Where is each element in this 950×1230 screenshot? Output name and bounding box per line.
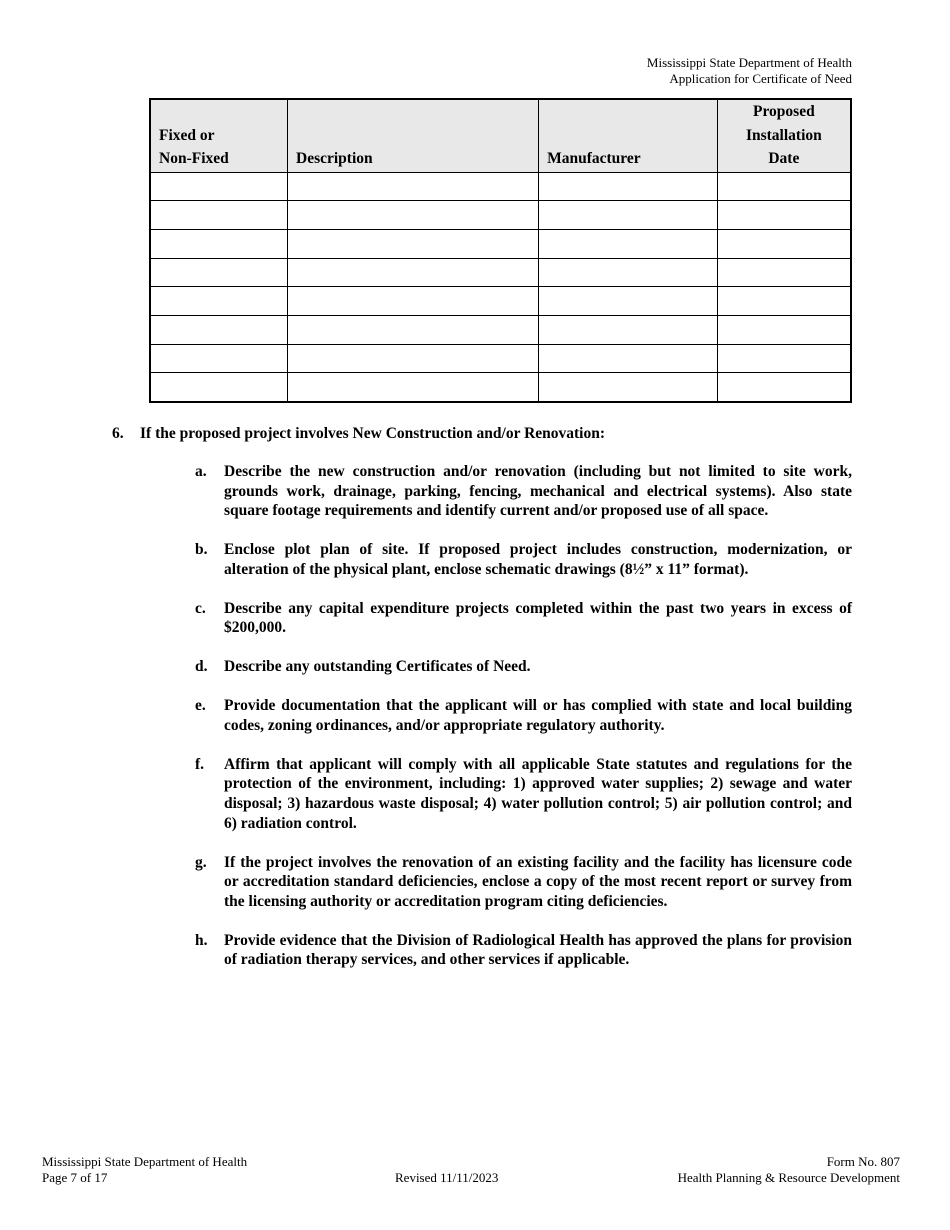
form-number: Form No. 807 — [826, 1154, 900, 1169]
item-text: Provide evidence that the Division of Radiological Health has approved the plans for provision of radiation therapy services, and other services if applicable. — [224, 931, 852, 969]
description-cell[interactable] — [288, 229, 539, 258]
table-row — [150, 201, 851, 230]
manufacturer-cell[interactable] — [539, 258, 718, 287]
item-letter: e. — [195, 697, 206, 715]
footer-right — [678, 1154, 900, 1186]
installation-date-cell[interactable] — [717, 172, 851, 201]
page-header — [647, 55, 852, 87]
installation-date-cell[interactable] — [717, 287, 851, 316]
equipment-table — [149, 98, 852, 403]
column-header-description: Description — [288, 99, 539, 172]
footer-left — [42, 1154, 247, 1186]
table-row — [150, 373, 851, 402]
manufacturer-cell[interactable] — [539, 315, 718, 344]
item-letter: a. — [195, 463, 207, 480]
item-letter: g. — [195, 853, 207, 871]
footer-division: Health Planning & Resource Development — [677, 1170, 900, 1185]
fixed-cell[interactable] — [150, 373, 288, 402]
description-cell[interactable] — [288, 315, 539, 344]
manufacturer-cell[interactable] — [539, 201, 718, 230]
item-letter: f. — [195, 755, 205, 773]
list-item — [195, 462, 852, 521]
section-6-items — [195, 462, 852, 989]
manufacturer-cell[interactable] — [539, 172, 718, 201]
list-item — [195, 755, 852, 833]
manufacturer-cell[interactable] — [539, 344, 718, 373]
installation-date-cell[interactable] — [717, 373, 851, 402]
item-text: If the project involves the renovation of an existing facility and the facility has licensure code or accreditation standard deficiencies, enclose a copy of the most recent report or survey from the licensing authority or accreditation program citing deficiencies. — [224, 853, 852, 910]
list-item — [195, 599, 852, 638]
description-cell[interactable] — [288, 344, 539, 373]
fixed-cell[interactable] — [150, 315, 288, 344]
header-agency: Mississippi State Department of Health — [646, 55, 852, 70]
column-header-installation-date: Proposed Installation Date — [717, 99, 851, 172]
table-row — [150, 315, 851, 344]
section-6-heading — [112, 424, 605, 443]
table-row — [150, 344, 851, 373]
fixed-cell[interactable] — [150, 172, 288, 201]
page-number: Page 7 of 17 — [42, 1170, 108, 1185]
footer-agency: Mississippi State Department of Health — [42, 1154, 248, 1169]
description-cell[interactable] — [288, 373, 539, 402]
item-text: Describe any outstanding Certificates of Need. — [224, 658, 531, 676]
section-number: 6. — [112, 425, 124, 442]
item-letter: b. — [195, 541, 208, 559]
fixed-cell[interactable] — [150, 287, 288, 316]
installation-date-cell[interactable] — [717, 344, 851, 373]
description-cell[interactable] — [288, 287, 539, 316]
installation-date-cell[interactable] — [717, 258, 851, 287]
table-body — [150, 172, 851, 402]
fixed-cell[interactable] — [150, 344, 288, 373]
column-header-fixed: Fixed or Non-Fixed — [150, 99, 288, 172]
description-cell[interactable] — [288, 258, 539, 287]
list-item — [195, 853, 852, 912]
fixed-cell[interactable] — [150, 258, 288, 287]
installation-date-cell[interactable] — [717, 201, 851, 230]
list-item — [195, 931, 852, 970]
item-letter: h. — [195, 931, 208, 949]
table-row — [150, 258, 851, 287]
item-text: Describe the new construction and/or renovation (including but not limited to site work, grounds work, drainage, parking, fencing, mechanical and electrical systems). Also state square footage requirements and identify current and/or proposed use of all space. — [224, 463, 852, 520]
item-text: Affirm that applicant will comply with all applicable State statutes and regulations for the protection of the environment, including: 1) approved water supplies; 2) sewage and water disposal; 3) hazardous waste disposal; 4) water pollution control; 5) air pollution control; and 6) radiation control. — [224, 755, 852, 832]
column-header-manufacturer: Manufacturer — [539, 99, 718, 172]
footer-revised-date: Revised 11/11/2023 — [395, 1170, 499, 1185]
header-form-title: Application for Certificate of Need — [669, 71, 852, 86]
item-text: Describe any capital expenditure projects completed within the past two years in excess of $200,000. — [224, 599, 852, 637]
item-text: Enclose plot plan of site. If proposed project includes construction, modernization, or alteration of the physical plant, enclose schematic drawings (8½” x 11” format). — [224, 541, 852, 578]
item-text: Provide documentation that the applicant will or has complied with state and local building codes, zoning ordinances, and/or appropriate regulatory authority. — [224, 697, 852, 734]
manufacturer-cell[interactable] — [539, 229, 718, 258]
item-letter: d. — [195, 658, 208, 676]
fixed-cell[interactable] — [150, 229, 288, 258]
description-cell[interactable] — [288, 172, 539, 201]
item-letter: c. — [195, 599, 206, 617]
table-row — [150, 172, 851, 201]
table-row — [150, 229, 851, 258]
manufacturer-cell[interactable] — [539, 287, 718, 316]
installation-date-cell[interactable] — [717, 315, 851, 344]
table-header-row — [150, 99, 851, 172]
description-cell[interactable] — [288, 201, 539, 230]
list-item — [195, 540, 852, 579]
list-item — [195, 696, 852, 735]
installation-date-cell[interactable] — [717, 229, 851, 258]
manufacturer-cell[interactable] — [539, 373, 718, 402]
table-row — [150, 287, 851, 316]
section-title: If the proposed project involves New Construction and/or Renovation: — [140, 425, 606, 442]
fixed-cell[interactable] — [150, 201, 288, 230]
list-item — [195, 657, 852, 677]
